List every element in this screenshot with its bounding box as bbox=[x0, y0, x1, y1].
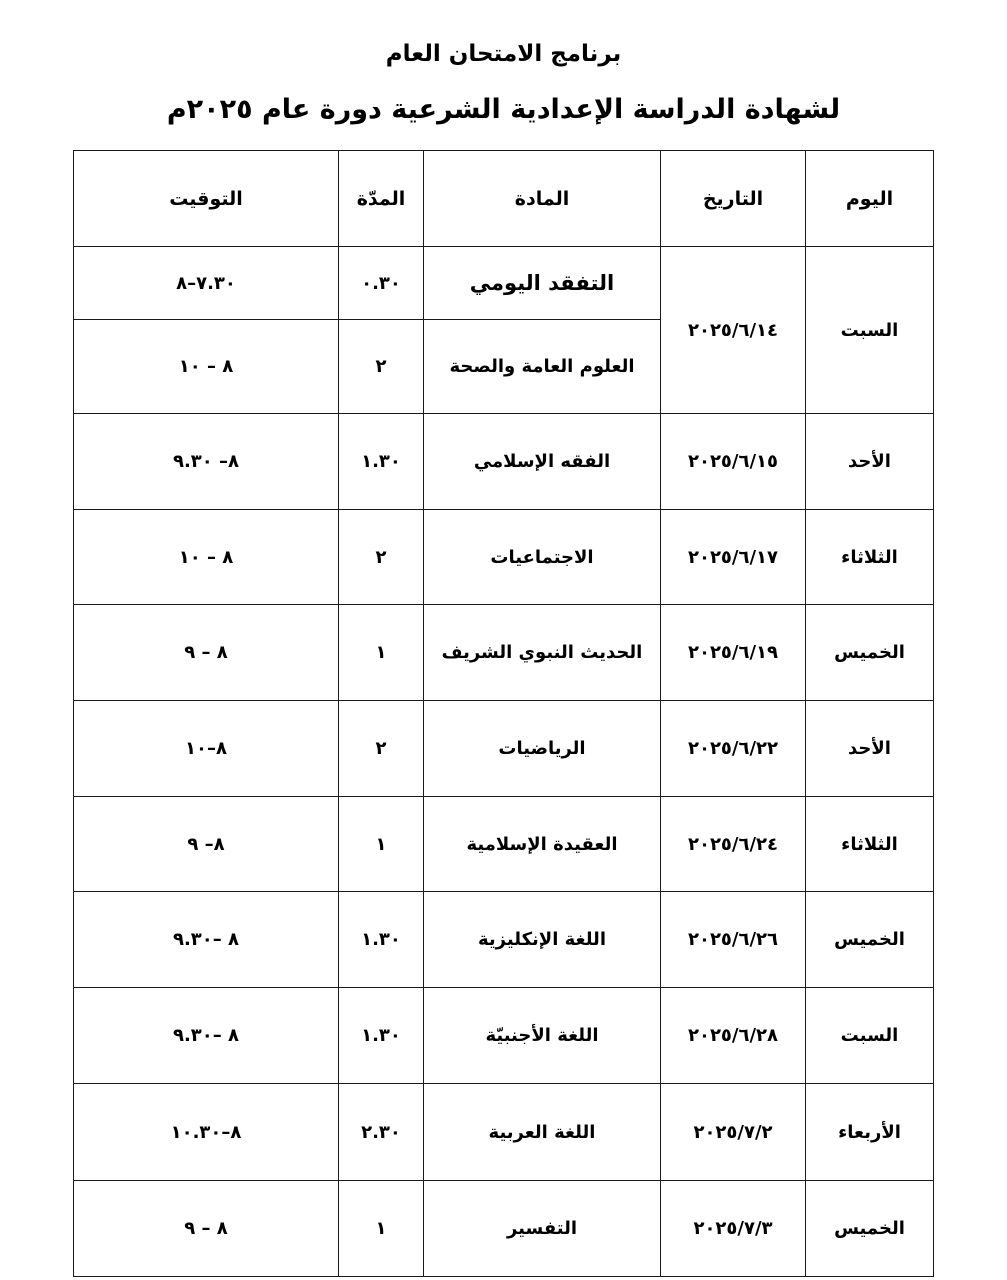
header-duration: المدّة bbox=[339, 151, 424, 247]
cell-duration: ١ bbox=[339, 1181, 424, 1277]
header-day: اليوم bbox=[806, 151, 934, 247]
cell-date: ٢٠٢٥/٦/١٤ bbox=[661, 247, 806, 414]
cell-day: الأحد bbox=[806, 701, 934, 797]
cell-date: ٢٠٢٥/٦/١٩ bbox=[661, 605, 806, 701]
cell-subject: التفسير bbox=[424, 1181, 661, 1277]
cell-day: الثلاثاء bbox=[806, 510, 934, 605]
cell-day: الأحد bbox=[806, 414, 934, 510]
cell-day: الأربعاء bbox=[806, 1084, 934, 1181]
header-subject: المادة bbox=[424, 151, 661, 247]
cell-date: ٢٠٢٥/٦/٢٤ bbox=[661, 797, 806, 892]
header-row bbox=[74, 151, 934, 247]
table-row bbox=[74, 414, 934, 510]
cell-date: ٢٠٢٥/٦/١٥ bbox=[661, 414, 806, 510]
cell-timing: ٨ – ١٠ bbox=[74, 320, 339, 414]
cell-date: ٢٠٢٥/٧/٣ bbox=[661, 1181, 806, 1277]
table-row bbox=[74, 701, 934, 797]
cell-day: الخميس bbox=[806, 892, 934, 988]
cell-timing: ٨ – ٩ bbox=[74, 605, 339, 701]
cell-timing: ٧.٣٠–٨ bbox=[74, 247, 339, 320]
cell-timing: ٨ –٩.٣٠ bbox=[74, 988, 339, 1084]
cell-day: السبت bbox=[806, 247, 934, 414]
cell-timing: ٨–١٠ bbox=[74, 701, 339, 797]
table-row bbox=[74, 1084, 934, 1181]
table-row bbox=[74, 605, 934, 701]
cell-subject: اللغة الأجنبيّة bbox=[424, 988, 661, 1084]
cell-day: السبت bbox=[806, 988, 934, 1084]
cell-duration: ١ bbox=[339, 797, 424, 892]
header-date: التاريخ bbox=[661, 151, 806, 247]
cell-date: ٢٠٢٥/٦/٢٨ bbox=[661, 988, 806, 1084]
table-row bbox=[74, 797, 934, 892]
cell-timing: ٨– ٩.٣٠ bbox=[74, 414, 339, 510]
table-row bbox=[74, 1181, 934, 1277]
table-row bbox=[74, 988, 934, 1084]
cell-timing: ٨ – ١٠ bbox=[74, 510, 339, 605]
exam-schedule-table bbox=[73, 150, 934, 1277]
cell-duration: ١.٣٠ bbox=[339, 892, 424, 988]
cell-subject: العقيدة الإسلامية bbox=[424, 797, 661, 892]
cell-duration: ٠.٣٠ bbox=[339, 247, 424, 320]
cell-duration: ١ bbox=[339, 605, 424, 701]
cell-subject: التفقد اليومي bbox=[424, 247, 661, 320]
cell-day: الخميس bbox=[806, 605, 934, 701]
header-timing: التوقيت bbox=[74, 151, 339, 247]
cell-timing: ٨ – ٩ bbox=[74, 1181, 339, 1277]
cell-timing: ٨– ٩ bbox=[74, 797, 339, 892]
cell-subject: اللغة الإنكليزية bbox=[424, 892, 661, 988]
cell-date: ٢٠٢٥/٦/٢٦ bbox=[661, 892, 806, 988]
table-row bbox=[74, 510, 934, 605]
cell-date: ٢٠٢٥/٦/١٧ bbox=[661, 510, 806, 605]
table-row bbox=[74, 892, 934, 988]
title-line-1: برنامج الامتحان العام bbox=[385, 41, 622, 67]
cell-subject: الفقه الإسلامي bbox=[424, 414, 661, 510]
cell-subject: الاجتماعيات bbox=[424, 510, 661, 605]
cell-date: ٢٠٢٥/٧/٢ bbox=[661, 1084, 806, 1181]
title-line-2: لشهادة الدراسة الإعدادية الشرعية دورة عام ٢٠٢٥م bbox=[166, 94, 841, 125]
cell-duration: ٢.٣٠ bbox=[339, 1084, 424, 1181]
cell-timing: ٨–١٠.٣٠ bbox=[74, 1084, 339, 1181]
cell-day: الثلاثاء bbox=[806, 797, 934, 892]
cell-timing: ٨ –٩.٣٠ bbox=[74, 892, 339, 988]
cell-subject: الحديث النبوي الشريف bbox=[424, 605, 661, 701]
cell-duration: ١.٣٠ bbox=[339, 988, 424, 1084]
cell-duration: ١.٣٠ bbox=[339, 414, 424, 510]
cell-subject: الرياضيات bbox=[424, 701, 661, 797]
cell-duration: ٢ bbox=[339, 320, 424, 414]
cell-duration: ٢ bbox=[339, 701, 424, 797]
cell-date: ٢٠٢٥/٦/٢٢ bbox=[661, 701, 806, 797]
cell-duration: ٢ bbox=[339, 510, 424, 605]
cell-subject: اللغة العربية bbox=[424, 1084, 661, 1181]
cell-subject: العلوم العامة والصحة bbox=[424, 320, 661, 414]
table-row bbox=[74, 247, 934, 320]
cell-day: الخميس bbox=[806, 1181, 934, 1277]
